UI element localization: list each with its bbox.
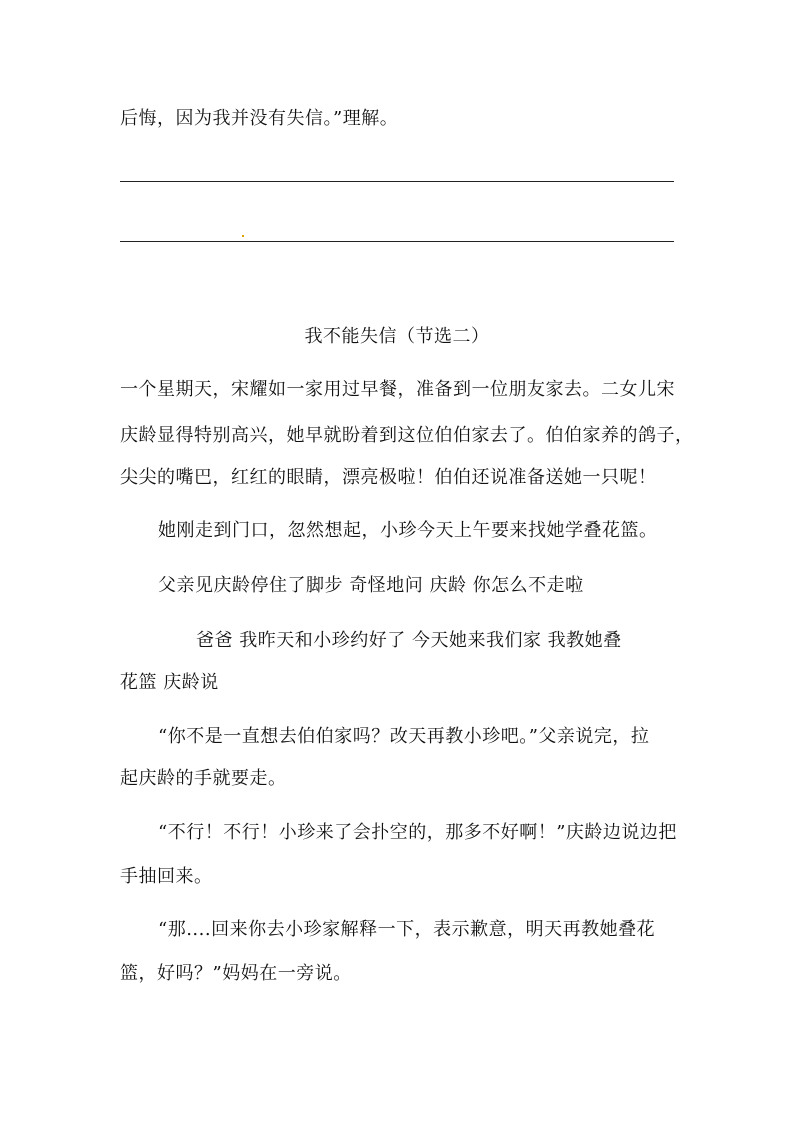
passage-title: 我不能失信（节选二）: [304, 326, 490, 347]
paragraph-7-line-1: “那....回来你去小珍家解释一下，表示歉意，明天再教她叠花: [158, 919, 656, 940]
paragraph-6-line-1: “不行！不行！小珍来了会扑空的，那多不好啊！”庆龄边说边把: [158, 822, 677, 843]
answer-line-1[interactable]: [120, 181, 674, 182]
paragraph-2: 她刚走到门口，忽然想起，小珍今天上午要来找她学叠花篮。: [158, 520, 658, 541]
paragraph-7-line-2: 篮，好吗？”妈妈在一旁说。: [120, 963, 352, 984]
paragraph-1-line-1: 一个星期天，宋耀如一家用过早餐，准备到一位朋友家去。二女儿宋: [120, 379, 675, 400]
paragraph-3: 父亲见庆龄停住了脚步 奇怪地问 庆龄 你怎么不走啦: [158, 575, 584, 596]
answer-line-2[interactable]: [120, 241, 674, 242]
paragraph-1-line-2: 庆龄显得特别高兴，她早就盼着到这位伯伯家去了。伯伯家养的鸽子，: [120, 425, 694, 446]
paragraph-5-line-2: 起庆龄的手就要走。: [120, 768, 287, 789]
stray-mark: [242, 235, 244, 237]
paragraph-6-line-2: 手抽回来。: [120, 866, 213, 887]
paragraph-4-line-1: 爸爸 我昨天和小珍约好了 今天她来我们家 我教她叠: [196, 630, 622, 651]
paragraph-1-line-3: 尖尖的嘴巴，红红的眼睛，漂亮极啦！伯伯还说准备送她一只呢！: [120, 467, 657, 488]
paragraph-4-line-2: 花篮 庆龄说: [120, 672, 219, 693]
top-fragment-line: 后悔，因为我并没有失信。”理解。: [120, 108, 399, 129]
paragraph-5-line-1: “你不是一直想去伯伯家吗？改天再教小珍吧。”父亲说完，拉: [158, 726, 650, 747]
